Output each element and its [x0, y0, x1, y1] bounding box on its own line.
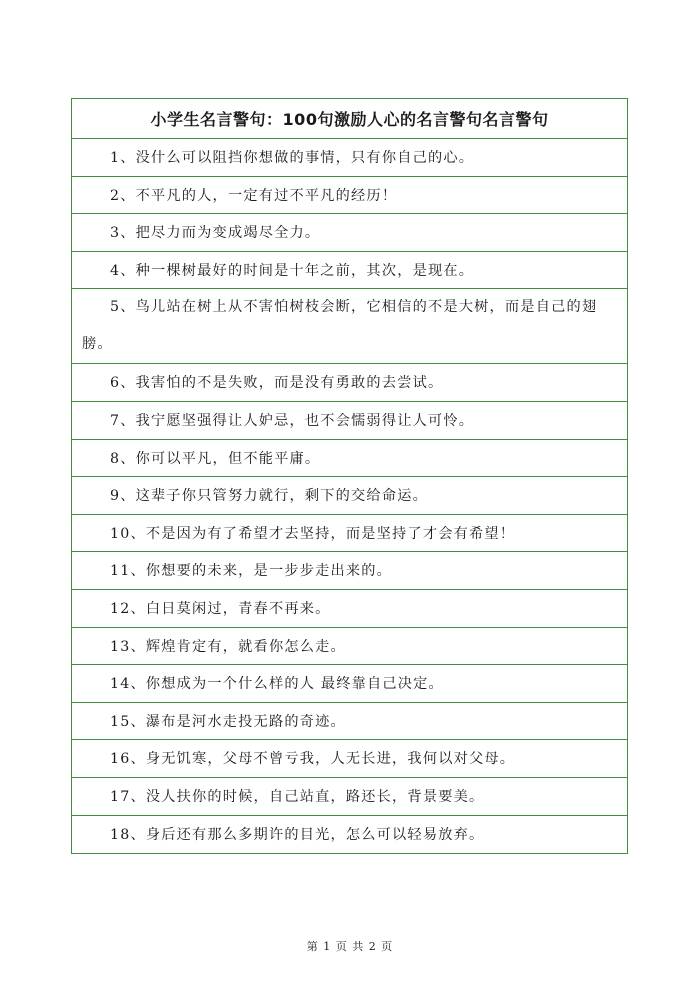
quote-row: 12、白日莫闲过，青春不再来。: [72, 590, 627, 628]
quote-row: 14、你想成为一个什么样的人 最终靠自己决定。: [72, 665, 627, 703]
quote-row: 10、不是因为有了希望才去坚持，而是坚持了才会有希望！: [72, 515, 627, 553]
quote-row: 2、不平凡的人，一定有过不平凡的经历！: [72, 177, 627, 215]
quote-row: 17、没人扶你的时候，自己站直，路还长，背景要美。: [72, 778, 627, 816]
quote-row: 7、我宁愿坚强得让人妒忌，也不会懦弱得让人可怜。: [72, 402, 627, 440]
quote-row: 13、辉煌肯定有，就看你怎么走。: [72, 628, 627, 666]
quote-row: 18、身后还有那么多期许的目光，怎么可以轻易放弃。: [110, 826, 485, 843]
quote-table: [71, 98, 628, 854]
quote-row: 5、鸟儿站在树上从不害怕树枝会断，它相信的不是大树，而是自己的翅膀。: [72, 289, 627, 364]
quote-row: 6、我害怕的不是失败，而是没有勇敢的去尝试。: [72, 364, 627, 402]
quote-row: 1、没什么可以阻挡你想做的事情，只有你自己的心。: [72, 139, 627, 177]
quote-row: 4、种一棵树最好的时间是十年之前，其次，是现在。: [72, 252, 627, 290]
quote-row: 8、你可以平凡，但不能平庸。: [72, 440, 627, 478]
document-title: 小学生名言警句：100句激励人心的名言警句名言警句: [72, 99, 627, 139]
quote-row: 15、瀑布是河水走投无路的奇迹。: [72, 703, 627, 741]
quote-row: 11、你想要的未来，是一步步走出来的。: [72, 552, 627, 590]
quote-row: 9、这辈子你只管努力就行，剩下的交给命运。: [72, 477, 627, 515]
quote-row: 3、把尽力而为变成竭尽全力。: [72, 214, 627, 252]
quote-row: 16、身无饥寒，父母不曾亏我，人无长进，我何以对父母。: [72, 740, 627, 778]
page-footer: 第 1 页 共 2 页: [306, 940, 394, 953]
